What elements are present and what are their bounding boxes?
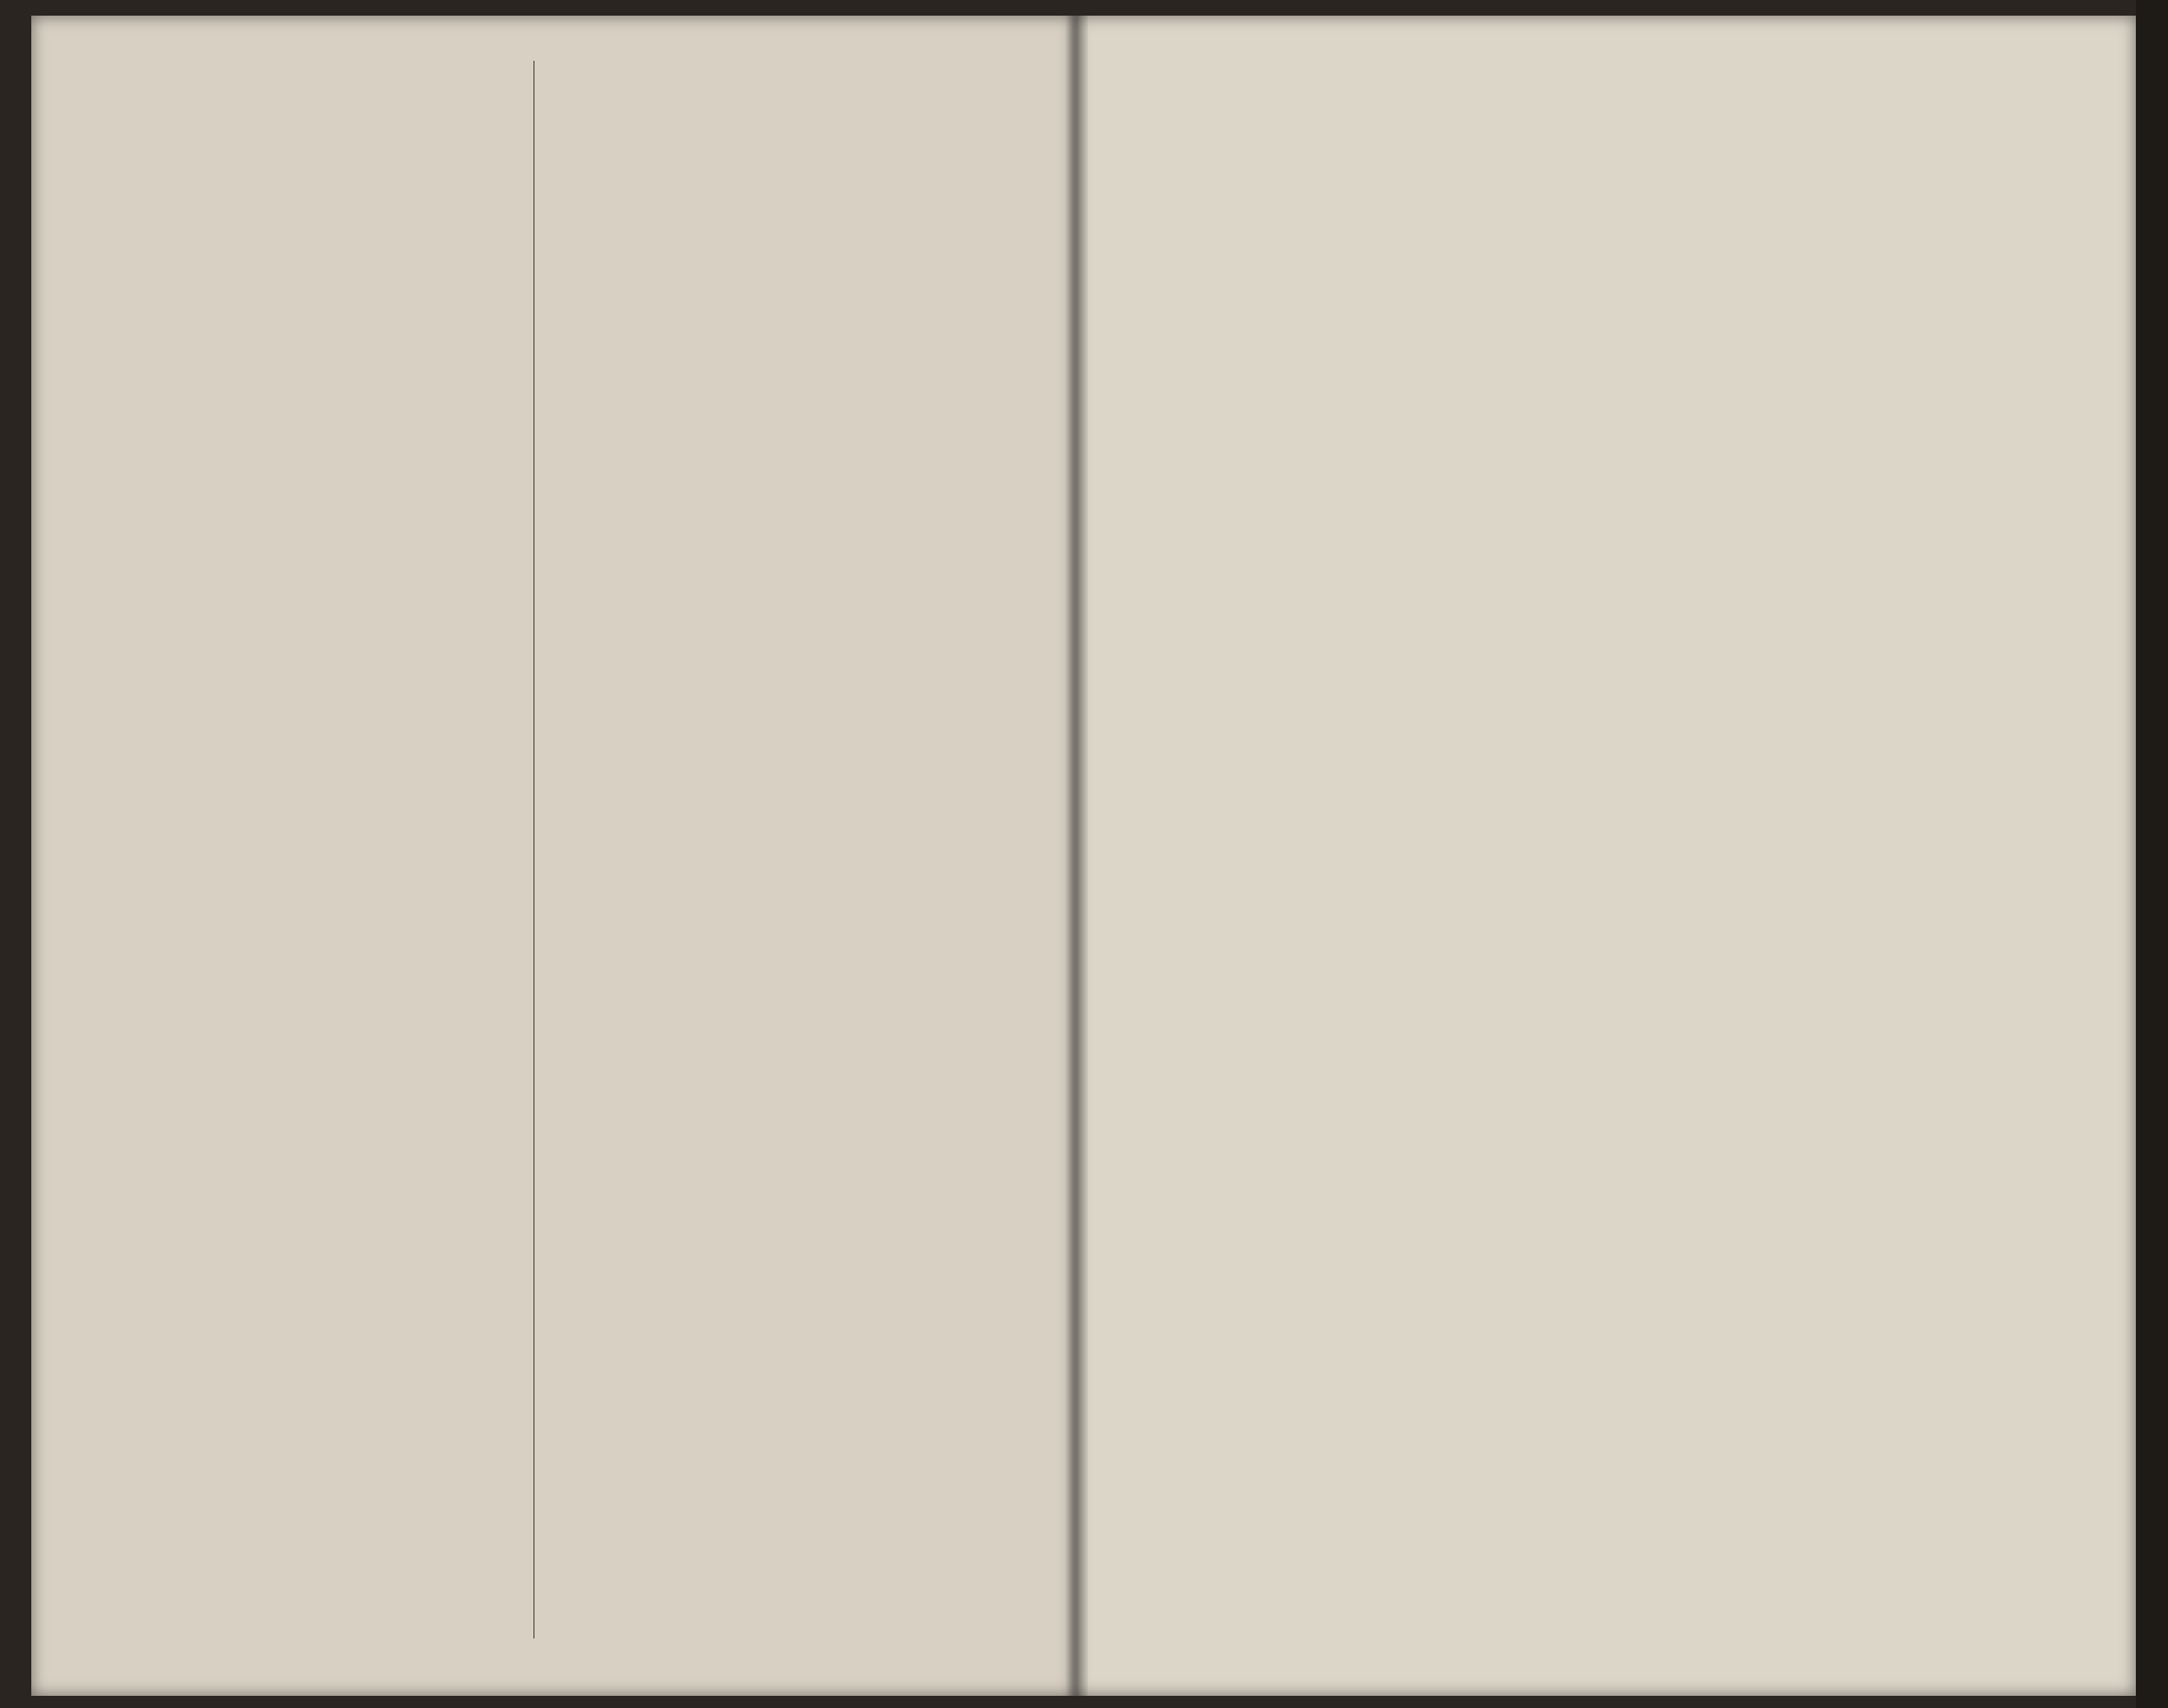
- right-page: [1074, 16, 2136, 1696]
- photo-dark-edge: [2136, 0, 2168, 1708]
- left-page: [31, 16, 1074, 1696]
- book-fold: [1065, 16, 1088, 1696]
